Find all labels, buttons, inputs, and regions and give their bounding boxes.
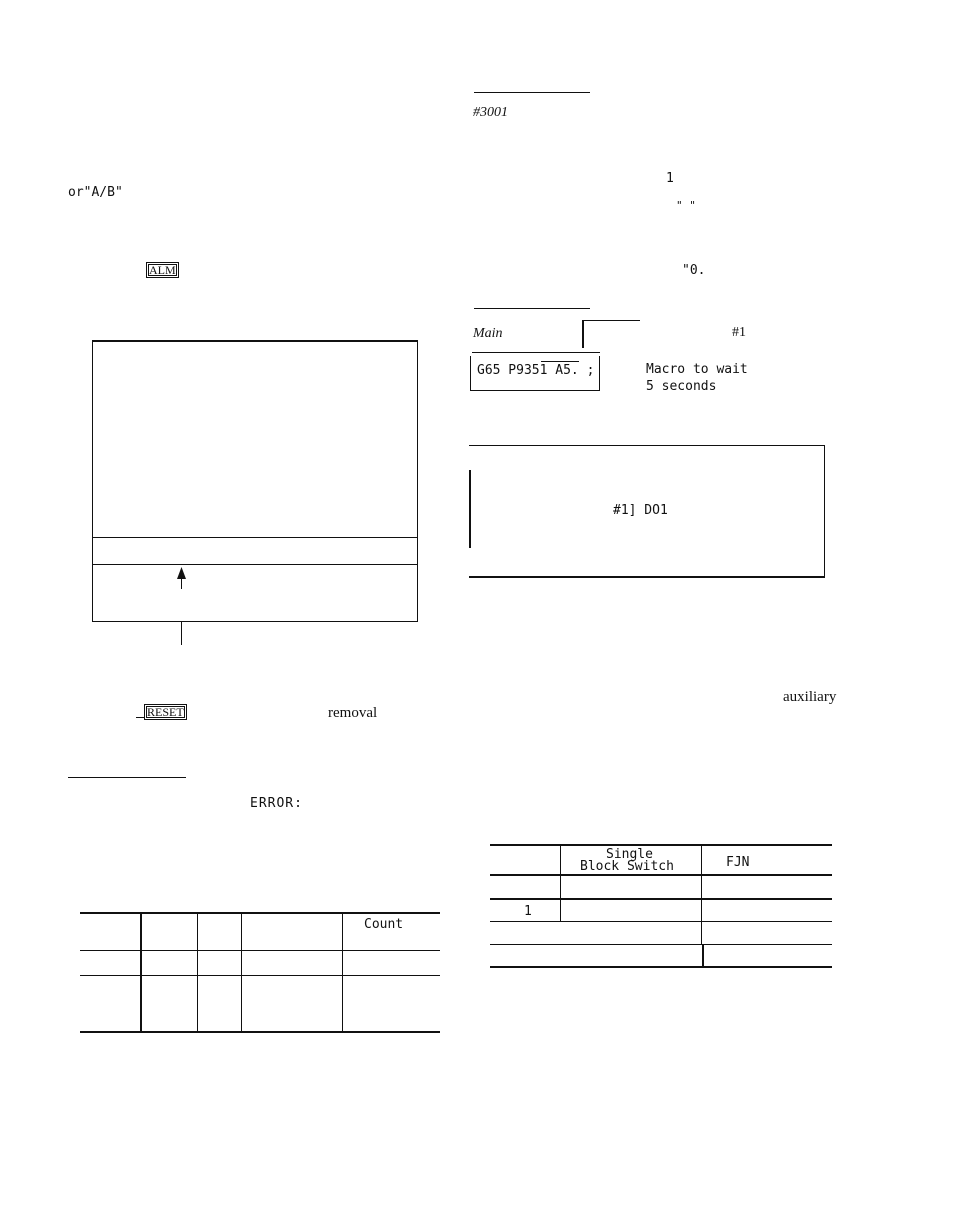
single-block-header-line-1: Single xyxy=(606,847,653,862)
auxiliary-text: auxiliary xyxy=(783,689,837,705)
row-value-one: 1 xyxy=(524,904,532,919)
screen-divider-upper xyxy=(93,537,417,538)
count-table xyxy=(80,912,440,1034)
macro-call-code: G65 P9351 A5. ; xyxy=(477,363,595,378)
count-table-col-divider-1 xyxy=(140,912,142,1032)
error-label: ERROR: xyxy=(250,796,303,811)
count-column-header: Count xyxy=(364,917,404,932)
switch-table-header-rule xyxy=(490,874,832,876)
switch-table-col-divider-1 xyxy=(560,844,561,922)
macro-note-line-2: 5 seconds xyxy=(646,379,717,394)
section-heading-rule-left xyxy=(68,777,186,778)
macro-program-left-edge xyxy=(469,470,471,548)
quote-marks-text: " " xyxy=(676,199,696,212)
count-table-header-rule xyxy=(80,950,440,951)
count-table-bottom-rule xyxy=(80,1031,440,1033)
count-table-col-divider-2 xyxy=(197,912,198,1032)
switch-table-col-divider-2b xyxy=(702,944,704,966)
macro-note-line-1: Macro to wait xyxy=(646,362,748,377)
switch-table-row-rule-1 xyxy=(490,898,832,900)
arrow-up-icon xyxy=(177,567,186,579)
single-block-header-line-2: Block Switch xyxy=(580,859,674,874)
switch-table xyxy=(490,844,832,968)
macro-program-code: #1] DO1 xyxy=(613,503,668,518)
ab-reference-text: or"A/B" xyxy=(68,185,123,200)
section-heading-rule-right-2 xyxy=(474,308,590,309)
macro-box-top-rule xyxy=(472,352,600,353)
fin-header: FJN xyxy=(726,855,750,870)
screen-top-edge xyxy=(93,340,417,342)
count-table-col-divider-4 xyxy=(342,912,343,1032)
variable-one-label: #1 xyxy=(732,325,746,340)
crt-screen-figure xyxy=(92,340,418,622)
reset-underline-mark xyxy=(136,717,145,718)
main-program-label: Main xyxy=(473,326,503,341)
screen-divider-lower xyxy=(93,564,417,565)
bracket-top-line xyxy=(582,320,640,321)
bracket-vertical xyxy=(582,320,584,348)
alm-key-label: ALM xyxy=(146,262,179,278)
reset-key-label: RESET xyxy=(144,704,187,720)
quote-zero-text: "0. xyxy=(682,263,706,278)
switch-table-row-rule-2 xyxy=(490,921,832,922)
count-table-col-divider-3 xyxy=(241,912,242,1032)
digit-one-text: 1 xyxy=(666,171,674,186)
section-heading-rule-right-1 xyxy=(474,92,590,93)
switch-table-col-divider-2 xyxy=(701,844,702,945)
screen-callout-line xyxy=(181,621,182,645)
count-table-row-rule xyxy=(80,975,440,976)
macro-program-box xyxy=(469,445,825,578)
macro-call-box xyxy=(470,356,600,391)
system-variable-label: #3001 xyxy=(473,105,508,120)
switch-table-bottom-rule xyxy=(490,966,832,968)
count-table-top-rule xyxy=(80,912,440,914)
switch-table-top-rule xyxy=(490,844,832,846)
macro-argument-overline xyxy=(541,361,579,362)
switch-table-row-rule-3 xyxy=(490,944,832,945)
removal-text: removal xyxy=(328,705,378,721)
